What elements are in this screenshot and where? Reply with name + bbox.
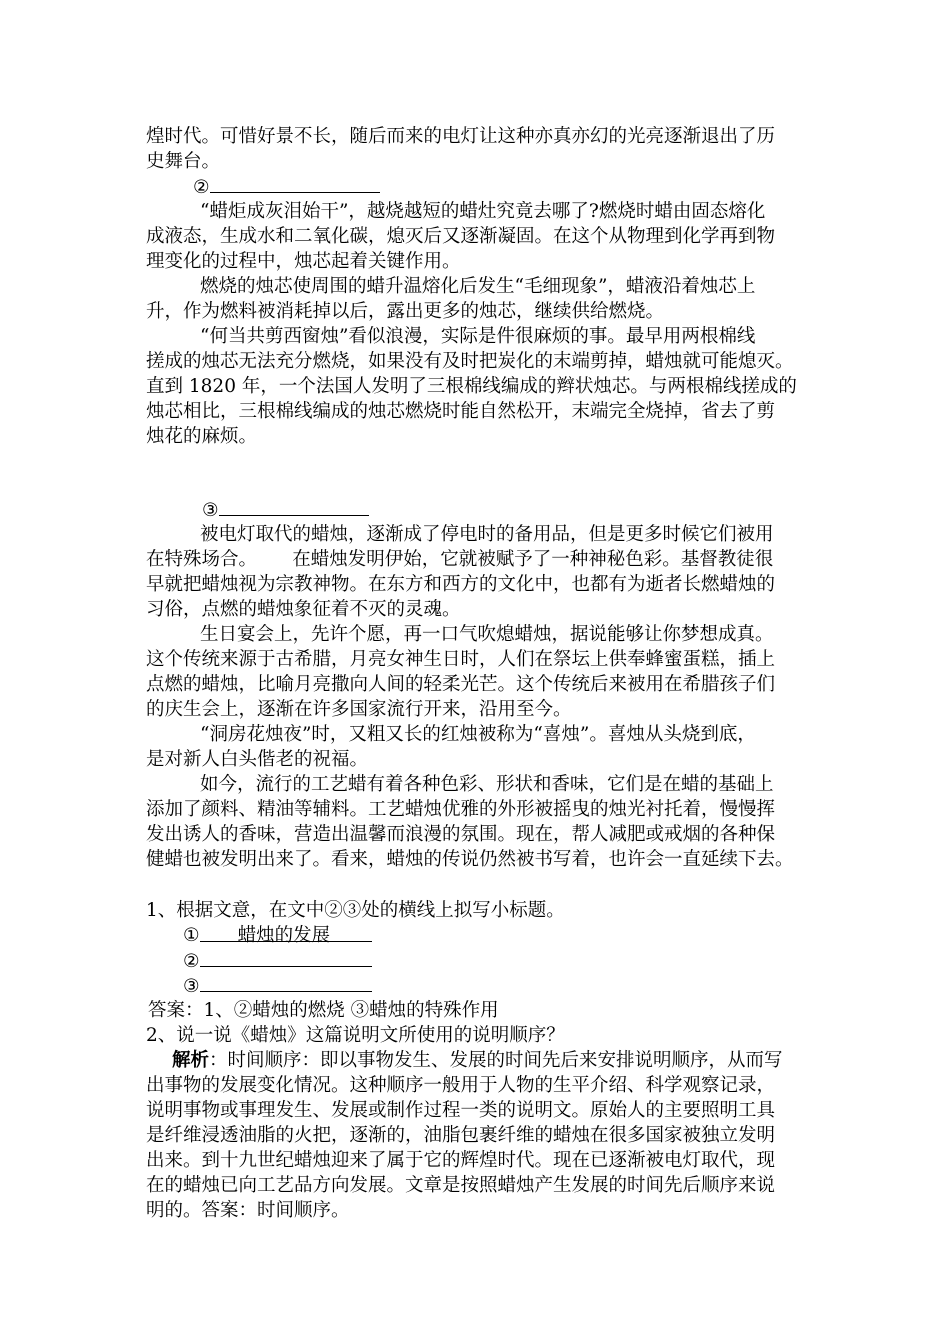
paragraph-line: 是对新人白头偕老的祝福。 bbox=[146, 749, 369, 770]
paragraph-line: 史舞台。 bbox=[146, 151, 221, 172]
answer-blank bbox=[200, 973, 372, 992]
paragraph-line: 升，作为燃料被消耗掉以后，露出更多的烛芯，继续供给燃烧。 bbox=[146, 301, 665, 322]
paragraph-line: 生日宴会上，先许个愿，再一口气吹熄蜡烛，据说能够让你梦想成真。 bbox=[200, 624, 774, 645]
circled-number: ② bbox=[183, 951, 200, 972]
paragraph-line: “何当共剪西窗烛”看似浪漫，实际是件很麻烦的事。最早用两根棉线 bbox=[200, 326, 756, 347]
subtitle-blank-2 bbox=[193, 174, 380, 200]
circled-number: ③ bbox=[202, 500, 219, 521]
answer-blank bbox=[219, 497, 369, 516]
paragraph-line: 出来。到十九世纪蜡烛迎来了属于它的辉煌时代。现在已逐渐被电灯取代，现 bbox=[146, 1150, 776, 1171]
analysis-text: ：时间顺序：即以事物发生、发展的时间先后来安排说明顺序，从而写 bbox=[209, 1050, 783, 1071]
answer-blank bbox=[200, 948, 372, 967]
answer-1: 答案：1、②蜡烛的燃烧 ③蜡烛的特殊作用 bbox=[148, 1000, 499, 1021]
answer-blank bbox=[210, 174, 380, 193]
paragraph-line: 在的蜡烛已向工艺品方向发展。文章是按照蜡烛产生发展的时间先后顺序来说 bbox=[146, 1175, 776, 1196]
question-1: 1、根据文意，在文中②③处的横线上拟写小标题。 bbox=[146, 900, 565, 921]
paragraph-line: 习俗，点燃的蜡烛象征着不灭的灵魂。 bbox=[146, 599, 461, 620]
answer-blank bbox=[200, 923, 372, 946]
paragraph-line: 健蜡也被发明出来了。看来，蜡烛的传说仍然被书写着，也许会一直延续下去。 bbox=[146, 849, 794, 870]
paragraph-line: 添加了颜料、精油等辅料。工艺蜡烛优雅的外形被摇曳的烛光衬托着，慢慢挥 bbox=[146, 799, 776, 820]
paragraph-line: 这个传统来源于古希腊，月亮女神生日时，人们在祭坛上供奉蜂蜜蛋糕，插上 bbox=[146, 649, 776, 670]
subtitle-blank-3 bbox=[202, 497, 369, 523]
paragraph-line: 搓成的烛芯无法充分燃烧，如果没有及时把炭化的末端剪掉，蜡烛就可能熄灭。 bbox=[146, 351, 794, 372]
paragraph-line: 出事物的发展变化情况。这种顺序一般用于人物的生平介绍、科学观察记录， bbox=[146, 1075, 776, 1096]
circled-number: ① bbox=[183, 925, 200, 946]
paragraph-line: 说明事物或事理发生、发展或制作过程一类的说明文。原始人的主要照明工具 bbox=[146, 1100, 776, 1121]
circled-number: ③ bbox=[183, 976, 200, 997]
paragraph-line: 烛芯相比，三根棉线编成的烛芯燃烧时能自然松开，末端完全烧掉，省去了剪 bbox=[146, 401, 776, 422]
paragraph-line: 燃烧的烛芯使周围的蜡升温熔化后发生“毛细现象”，蜡液沿着烛芯上 bbox=[200, 276, 756, 297]
paragraph-line: 理变化的过程中，烛芯起着关键作用。 bbox=[146, 251, 461, 272]
analysis-label: 解析 bbox=[172, 1050, 210, 1071]
answer-line-2 bbox=[183, 948, 372, 974]
paragraph-line: “蜡炬成灰泪始干”，越烧越短的蜡灶究竟去哪了?燃烧时蜡由固态熔化 bbox=[200, 201, 766, 222]
paragraph-line: 在特殊场合。 在蜡烛发明伊始，它就被赋予了一种神秘色彩。基督教徒很 bbox=[146, 549, 774, 570]
answer-line-1 bbox=[183, 923, 372, 948]
filled-answer: 蜡烛的发展 bbox=[237, 925, 331, 946]
answer-line-3 bbox=[183, 973, 372, 999]
paragraph-line: 点燃的蜡烛，比喻月亮撒向人间的轻柔光芒。这个传统后来被用在希腊孩子们 bbox=[146, 674, 776, 695]
paragraph-line: 发出诱人的香味，营造出温馨而浪漫的氛围。现在，帮人减肥或戒烟的各种保 bbox=[146, 824, 776, 845]
paragraph-line: “洞房花烛夜”时，又粗又长的红烛被称为“喜烛”。喜烛从头烧到底， bbox=[200, 724, 756, 745]
circled-number: ② bbox=[193, 177, 210, 198]
paragraph-line: 明的。答案：时间顺序。 bbox=[146, 1200, 350, 1221]
paragraph-line: 煌时代。可惜好景不长，随后而来的电灯让这种亦真亦幻的光亮逐渐退出了历 bbox=[146, 126, 776, 147]
analysis-line bbox=[172, 1048, 783, 1073]
paragraph-line: 的庆生会上，逐渐在许多国家流行开来，沿用至今。 bbox=[146, 699, 572, 720]
paragraph-line: 如今，流行的工艺蜡有着各种色彩、形状和香味，它们是在蜡的基础上 bbox=[200, 774, 774, 795]
paragraph-line: 被电灯取代的蜡烛，逐渐成了停电时的备用品，但是更多时候它们被用 bbox=[200, 524, 774, 545]
paragraph-line: 早就把蜡烛视为宗教神物。在东方和西方的文化中，也都有为逝者长燃蜡烛的 bbox=[146, 574, 776, 595]
paragraph-line: 直到 1820 年，一个法国人发明了三根棉线编成的辫状烛芯。与两根棉线搓成的 bbox=[146, 376, 797, 397]
paragraph-line: 是纤维浸透油脂的火把，逐渐的，油脂包裹纤维的蜡烛在很多国家被独立发明 bbox=[146, 1125, 776, 1146]
paragraph-line: 成液态，生成水和二氧化碳，熄灭后又逐渐凝固。在这个从物理到化学再到物 bbox=[146, 226, 776, 247]
question-2: 2、说一说《蜡烛》这篇说明文所使用的说明顺序？ bbox=[146, 1025, 565, 1046]
paragraph-line: 烛花的麻烦。 bbox=[146, 426, 258, 447]
